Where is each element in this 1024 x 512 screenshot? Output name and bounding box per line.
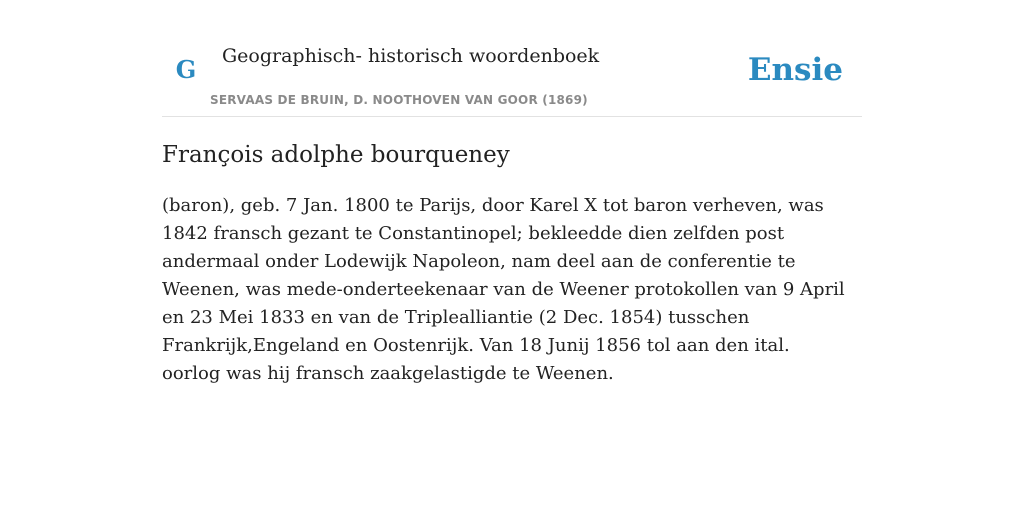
book-logo[interactable]: G: [175, 55, 197, 84]
entry-title: François adolphe bourqueney: [162, 142, 510, 168]
entry-body: (baron), geb. 7 Jan. 1800 te Parijs, door Karel X tot baron verheven, was 1842 fransch gezant te Constantinopel; bekleedde dien zelfden post andermaal onder Lodewijk Napoleon, nam deel aan de conferentie te Weenen, was mede-onderteekenaar van de Weener protokollen van 9 April en 23 Mei 1833 en van de Triplealliantie (2 Dec. 1854) tusschen Frankrijk,Engeland en Oostenrijk. Van 18 Junij 1856 tol aan den ital. oorlog was hij fransch zaakgelastigde te Weenen.: [162, 195, 845, 384]
ensie-logo[interactable]: Ensie: [747, 52, 843, 88]
book-title[interactable]: Geographisch- historisch woordenboek: [222, 45, 600, 67]
book-authors: SERVAAS DE BRUIN, D. NOOTHOVEN VAN GOOR (1869): [210, 93, 588, 107]
book-header: [162, 36, 862, 117]
